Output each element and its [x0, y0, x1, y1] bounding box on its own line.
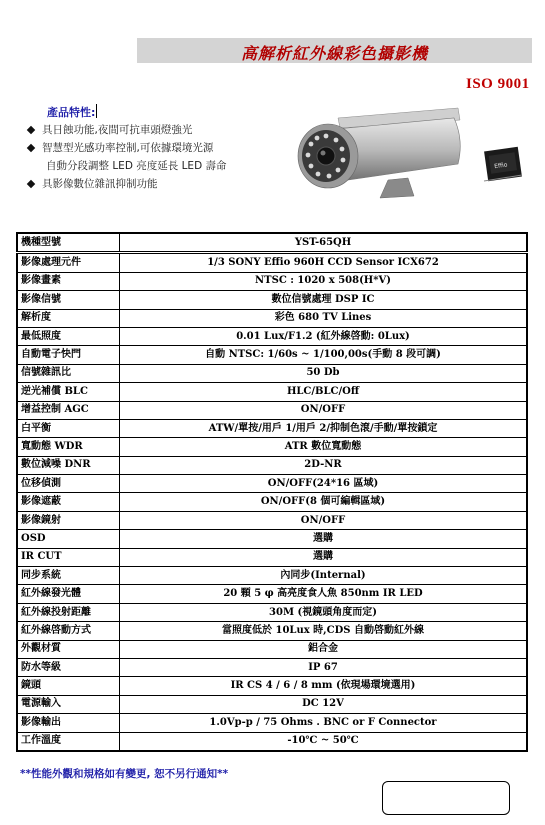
diamond-bullet-icon — [27, 126, 35, 134]
spec-value: ON/OFF(8 個可編輯區域) — [120, 493, 528, 511]
spec-row — [17, 714, 527, 732]
spec-row — [17, 364, 527, 382]
spec-value: ON/OFF(24*16 區域) — [120, 475, 528, 493]
spec-label: 電源輸入 — [17, 695, 120, 713]
spec-row — [17, 493, 527, 511]
disclaimer-note: **性能外觀和規格如有變更, 恕不另行通知** — [20, 768, 229, 780]
spec-value: ATW/單按/用戶 1/用戶 2/抑制色滾/手動/單按鎖定 — [120, 419, 528, 437]
spec-value: 鋁合金 — [120, 640, 528, 658]
spec-row — [17, 438, 527, 456]
spec-value: IP 67 — [120, 658, 528, 676]
spec-label: 位移偵測 — [17, 475, 120, 493]
spec-label: 紅外線投射距離 — [17, 603, 120, 621]
spec-row — [17, 419, 527, 437]
feature-item — [26, 121, 227, 139]
spec-label: 增益控制 AGC — [17, 401, 120, 419]
spec-label: OSD — [17, 530, 120, 548]
spec-value: 1.0Vp-p / 75 Ohms . BNC or F Connector — [120, 714, 528, 732]
spec-row — [17, 677, 527, 695]
spec-table — [16, 232, 528, 752]
spec-value: 1/3 SONY Effio 960H CCD Sensor ICX672 — [120, 253, 528, 272]
spec-value: IR CS 4 / 6 / 8 mm (依現場環境選用) — [120, 677, 528, 695]
spec-label: 影像輸出 — [17, 714, 120, 732]
spec-row — [17, 530, 527, 548]
spec-label: 防水等級 — [17, 658, 120, 676]
feature-text: 具日蝕功能,夜間可抗車頭燈強光 — [42, 124, 193, 136]
spec-label: 影像處理元件 — [17, 253, 120, 272]
spec-value: 50 Db — [120, 364, 528, 382]
diamond-bullet-icon — [27, 180, 35, 188]
spec-row — [17, 383, 527, 401]
feature-item-continued — [26, 157, 227, 175]
spec-row — [17, 346, 527, 364]
spec-value: 30M (視鏡頭角度而定) — [120, 603, 528, 621]
spec-label: 影像畫素 — [17, 272, 120, 290]
spec-label: 機種型號 — [17, 233, 120, 253]
spec-row — [17, 640, 527, 658]
spec-label: 最低照度 — [17, 327, 120, 345]
spec-label: 影像鏡射 — [17, 511, 120, 529]
spec-value: NTSC : 1020 x 508(H*V) — [120, 272, 528, 290]
spec-label: 鏡頭 — [17, 677, 120, 695]
spec-row — [17, 695, 527, 713]
spec-label: 紅外線發光體 — [17, 585, 120, 603]
spec-row — [17, 291, 527, 309]
spec-value: 當照度低於 10Lux 時,CDS 自動啓動紅外線 — [120, 622, 528, 640]
spec-label: 寬動態 WDR — [17, 438, 120, 456]
spec-value: 數位信號處理 DSP IC — [120, 291, 528, 309]
spec-value: -10℃ ~ 50℃ — [120, 732, 528, 751]
spec-value: ATR 數位寬動態 — [120, 438, 528, 456]
spec-label: IR CUT — [17, 548, 120, 566]
page-title: 高解析紅外線彩色攝影機 — [240, 44, 428, 63]
spec-label: 白平衡 — [17, 419, 120, 437]
spec-value: 彩色 680 TV Lines — [120, 309, 528, 327]
spec-label: 同步系統 — [17, 567, 120, 585]
spec-value: 選購 — [120, 530, 528, 548]
feature-text: 智慧型光感功率控制,可依據環境光源 — [42, 142, 214, 154]
spec-row — [17, 511, 527, 529]
spec-row — [17, 603, 527, 621]
diamond-bullet-icon — [27, 144, 35, 152]
spec-row — [17, 567, 527, 585]
spec-row — [17, 456, 527, 474]
spec-row — [17, 585, 527, 603]
spec-label: 影像遮蔽 — [17, 493, 120, 511]
spec-value: ON/OFF — [120, 511, 528, 529]
spec-value: 內同步(Internal) — [120, 567, 528, 585]
spec-value: HLC/BLC/Off — [120, 383, 528, 401]
features-title: 產品特性: — [47, 106, 96, 119]
spec-row — [17, 732, 527, 751]
spec-label: 紅外線啓動方式 — [17, 622, 120, 640]
spec-value: YST-65QH — [120, 233, 528, 253]
spec-row — [17, 272, 527, 290]
feature-text: 自動分段調整 LED 亮度延長 LED 壽命 — [46, 160, 227, 172]
spec-row — [17, 253, 527, 272]
spec-row — [17, 622, 527, 640]
spec-label: 工作溫度 — [17, 732, 120, 751]
spec-value: 自動 NTSC: 1/60s ~ 1/100,00s(手動 8 段可調) — [120, 346, 528, 364]
spec-value: DC 12V — [120, 695, 528, 713]
spec-row — [17, 658, 527, 676]
spec-row — [17, 309, 527, 327]
spec-row — [17, 327, 527, 345]
text-cursor — [96, 104, 97, 118]
feature-text: 具影像數位雜訊抑制功能 — [42, 178, 158, 190]
spec-label: 解析度 — [17, 309, 120, 327]
spec-value: 20 顆 5 φ 高亮度食人魚 850nm IR LED — [120, 585, 528, 603]
feature-item — [26, 175, 227, 193]
spec-label: 影像信號 — [17, 291, 120, 309]
spec-label: 逆光補償 BLC — [17, 383, 120, 401]
spec-label: 外觀材質 — [17, 640, 120, 658]
svg-text:Effio: Effio — [493, 161, 508, 171]
camera-photo — [268, 100, 464, 200]
sony-chip-icon — [480, 143, 528, 187]
spec-label: 信號雜訊比 — [17, 364, 120, 382]
iso-badge: ISO 9001 — [466, 76, 530, 92]
spec-row-model — [17, 233, 527, 253]
spec-row — [17, 475, 527, 493]
features-list — [26, 121, 227, 193]
spec-label: 數位減噪 DNR — [17, 456, 120, 474]
spec-row — [17, 401, 527, 419]
spec-value: 2D-NR — [120, 456, 528, 474]
spec-value: 0.01 Lux/F1.2 (紅外線啓動: 0Lux) — [120, 327, 528, 345]
feature-item — [26, 139, 227, 157]
spec-value: ON/OFF — [120, 401, 528, 419]
spec-value: 選購 — [120, 548, 528, 566]
spec-label: 自動電子快門 — [17, 346, 120, 364]
stamp-box — [382, 781, 510, 815]
title-bar — [137, 38, 532, 63]
spec-row — [17, 548, 527, 566]
